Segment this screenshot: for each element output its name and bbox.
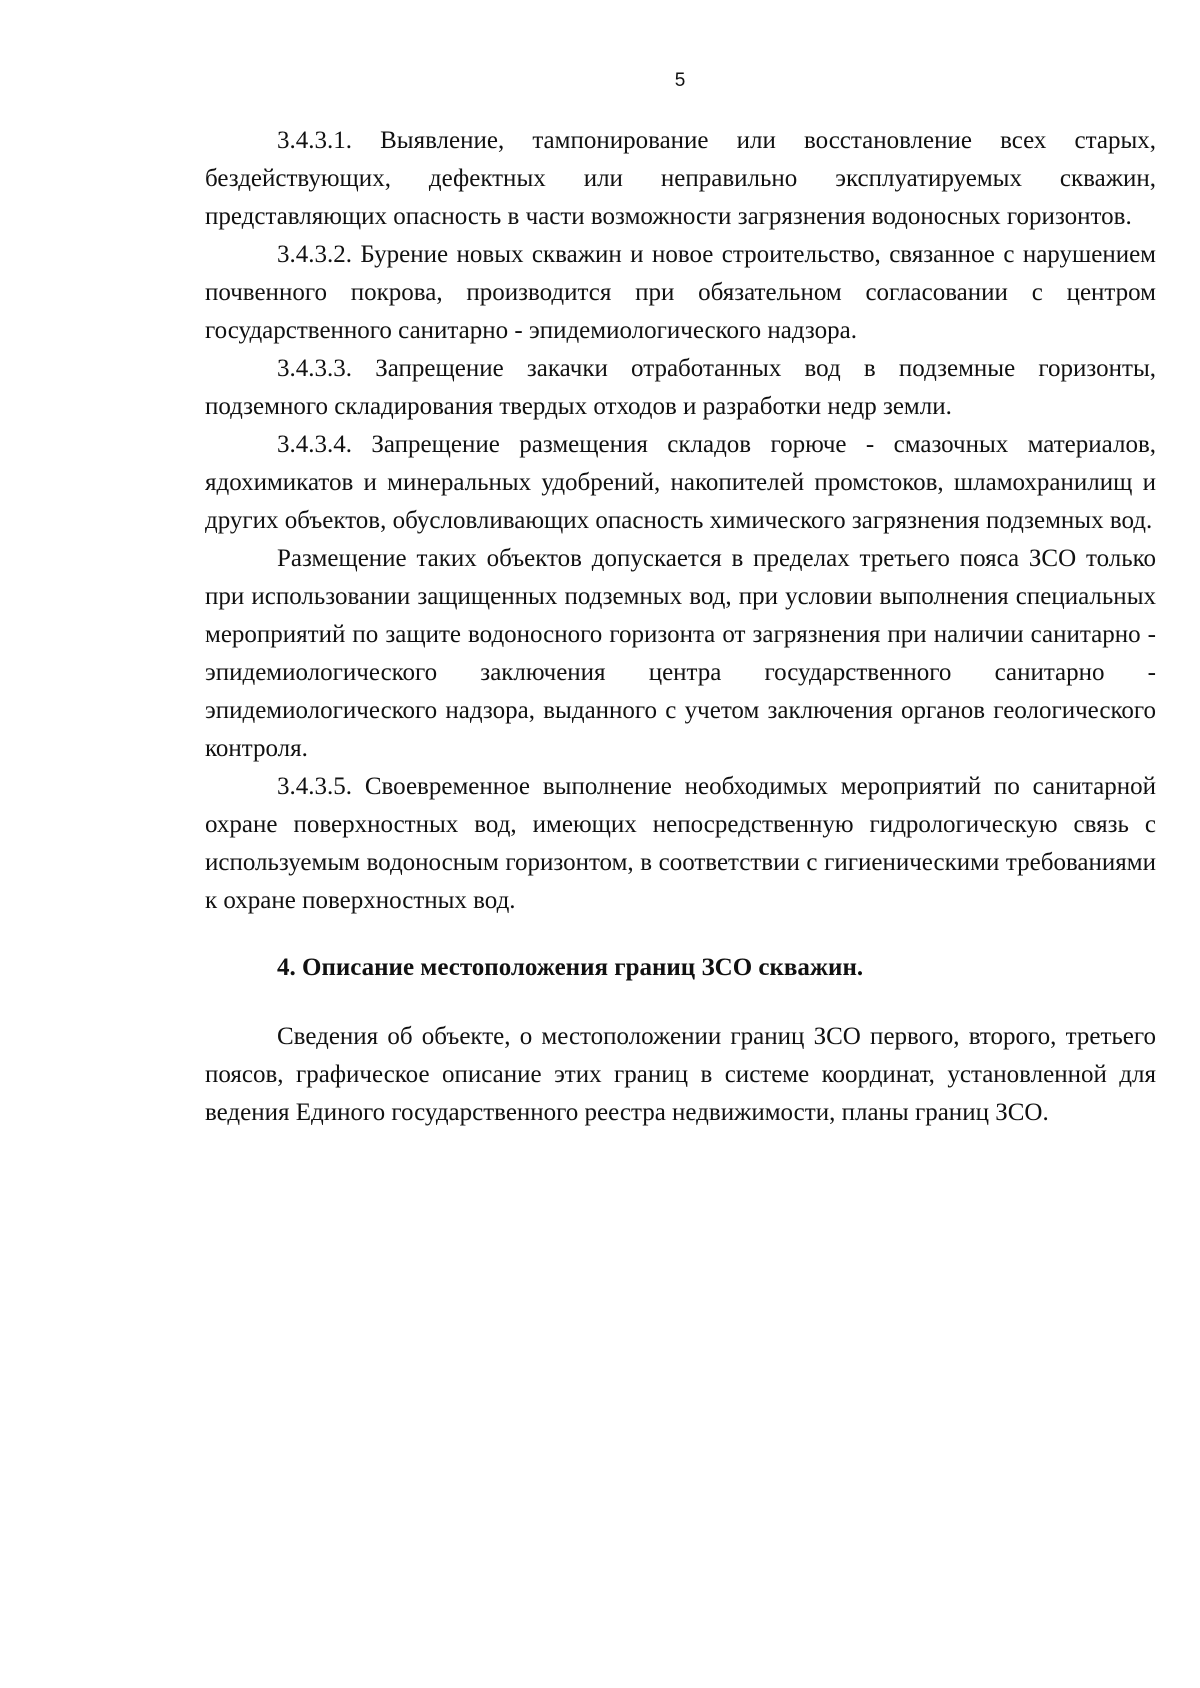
section-heading: 4. Описание местоположения границ ЗСО скважин. [277, 954, 864, 981]
paragraph-3-4-3-1: 3.4.3.1. Выявление, тампонирование или восстановление всех старых, бездействующих, дефектных или неправильно эксплуатируемых скважин, представляющих опасность в части возможности загрязнения водоносных горизонтов. [205, 127, 1156, 230]
page-content [205, 122, 1156, 1132]
paragraph-3-4-3-4: 3.4.3.4. Запрещение размещения складов горюче - смазочных материалов, ядохимикатов и минеральных удобрений, накопителей промстоков, шламохранилищ и других объектов, обусловливающих опасность химического загрязнения подземных вод. [205, 431, 1156, 534]
paragraph-3-4-3-3: 3.4.3.3. Запрещение закачки отработанных вод в подземные горизонты, подземного складирования твердых отходов и разработки недр земли. [205, 355, 1156, 420]
page-number: 5 [674, 70, 686, 91]
paragraph-3-4-3-2: 3.4.3.2. Бурение новых скважин и новое строительство, связанное с нарушением почвенного покрова, производится при обязательном согласовании с центром государственного санитарно - эпидемиологического надзора. [205, 241, 1156, 344]
paragraph-3-4-3-5: 3.4.3.5. Своевременное выполнение необходимых мероприятий по санитарной охране поверхностных вод, имеющих непосредственную гидрологическую связь с используемым водоносным горизонтом, в соответствии с гигиеническими требованиями к охране поверхностных вод. [205, 773, 1156, 914]
section-paragraph: Сведения об объекте, о местоположении границ ЗСО первого, второго, третьего поясов, графическое описание этих границ в системе координат, установленной для ведения Единого государственного реестра недвижимости, планы границ ЗСО. [205, 1023, 1156, 1126]
paragraph-placement-conditions: Размещение таких объектов допускается в пределах третьего пояса ЗСО только при использовании защищенных подземных вод, при условии выполнения специальных мероприятий по защите водоносного горизонта от загрязнения при наличии санитарно - эпидемиологического заключения центра государственного санитарно - эпидемиологического надзора, выданного с учетом заключения органов геологического контроля. [205, 545, 1156, 762]
